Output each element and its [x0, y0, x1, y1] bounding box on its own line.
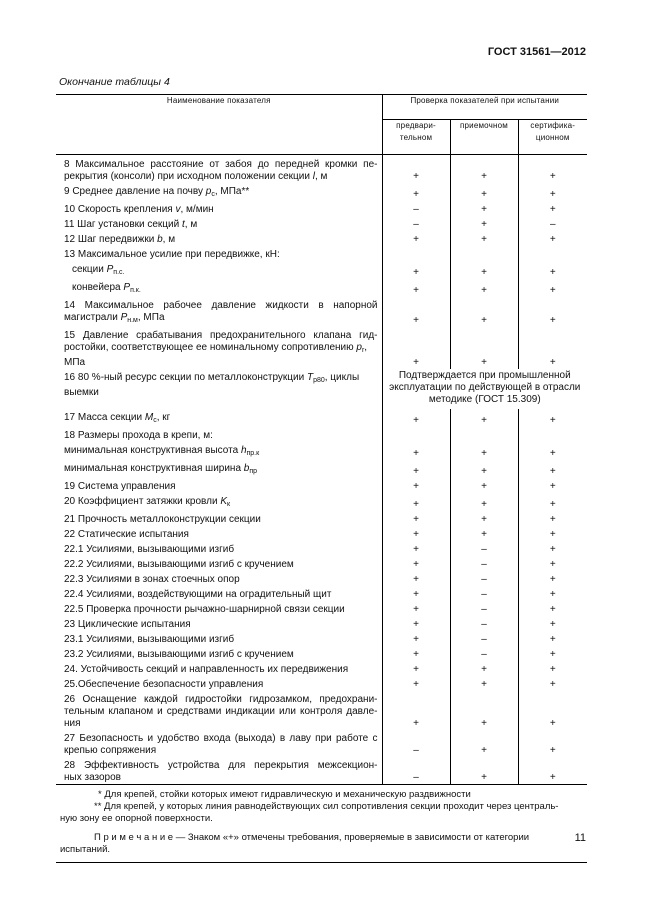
symbol-subscript: пр	[249, 468, 258, 475]
table-row	[56, 526, 587, 541]
acceptance-cell: +	[450, 155, 518, 184]
table-row	[56, 409, 587, 427]
certification-cell: +	[549, 544, 556, 555]
column-header-preliminary: предвари- тельном	[382, 120, 450, 155]
indicator-line: минимальная конструктивная ширина $b_{пр}$	[64, 463, 258, 475]
acceptance-cell: +	[450, 279, 518, 297]
table-row	[56, 511, 587, 526]
acceptance-cell: –	[450, 586, 518, 601]
preliminary-cell: –	[382, 730, 450, 757]
acceptance-cell	[450, 427, 518, 442]
preliminary-cell: +	[382, 601, 450, 616]
indicator-name	[56, 478, 382, 493]
indicator-name	[56, 183, 382, 201]
preliminary-cell: +	[382, 526, 450, 541]
indicator-line: 18 Размеры прохода в крепи, м:	[64, 430, 213, 441]
acceptance-cell: +	[450, 460, 518, 478]
indicator-line: 27 Безопасность и удобство входа (выхода) в лаву при работе с	[64, 733, 378, 744]
preliminary-cell: –	[382, 757, 450, 785]
table-note-cont: испытаний.	[60, 844, 111, 855]
indicator-line: 16 80 %-ный ресурс секции по металлоконструкции $T_{р80}$, циклы	[64, 372, 360, 384]
indicator-name	[56, 511, 382, 526]
table-footnotes	[56, 785, 587, 863]
indicator-name	[56, 427, 382, 442]
symbol: b	[157, 234, 163, 245]
indicator-line: МПа	[64, 357, 86, 368]
indicator-name	[56, 661, 382, 676]
acceptance-cell: +	[450, 261, 518, 279]
footnote-2-cont: ную зону ее опорной поверхности.	[60, 813, 213, 824]
indicator-name	[56, 460, 382, 478]
table-row	[56, 571, 587, 586]
indicator-line: крепью сопряжения	[64, 745, 157, 756]
table-row	[56, 691, 587, 730]
certification-cell: +	[549, 745, 556, 756]
table-row	[56, 478, 587, 493]
acceptance-cell: +	[450, 757, 518, 785]
indicators-table	[56, 94, 587, 863]
certification-cell: +	[549, 499, 556, 510]
acceptance-cell: +	[450, 327, 518, 369]
acceptance-cell: –	[450, 616, 518, 631]
symbol: P	[123, 282, 131, 293]
acceptance-cell: –	[450, 571, 518, 586]
table-row	[56, 493, 587, 511]
table-row	[56, 757, 587, 785]
acceptance-cell: +	[450, 478, 518, 493]
indicator-line: 25.Обеспечение безопасности управления	[64, 679, 264, 690]
indicator-line: 22.2 Усилиями, вызывающими изгиб с кручением	[64, 559, 294, 570]
symbol: t	[181, 219, 185, 230]
acceptance-cell: +	[450, 511, 518, 526]
indicator-line: 11 Шаг установки секций t, м	[64, 219, 198, 230]
indicator-line: рекрытия (консоли) при исходном положении секции l, м	[64, 171, 328, 182]
preliminary-cell: +	[382, 586, 450, 601]
table-row	[56, 586, 587, 601]
table-row	[56, 297, 587, 327]
symbol-subscript: р80	[313, 377, 325, 384]
symbol: v	[175, 204, 181, 215]
certification-cell: +	[549, 466, 556, 477]
indicator-line: 23.1 Усилиями, вызывающими изгиб	[64, 634, 235, 645]
table-row	[56, 442, 587, 460]
symbol: K	[220, 496, 227, 507]
indicator-line: магистрали $P_{н.м}$, МПа	[64, 312, 165, 324]
preliminary-cell: +	[382, 231, 450, 246]
acceptance-cell: –	[450, 631, 518, 646]
table-row	[56, 556, 587, 571]
preliminary-cell: +	[382, 661, 450, 676]
indicator-name	[56, 541, 382, 556]
indicator-line: 15 Давление срабатывания предохранительного клапана гид-	[64, 330, 378, 341]
certification-cell: +	[549, 171, 556, 182]
indicator-line: 23.2 Усилиями, вызывающими изгиб с кручением	[64, 649, 294, 660]
preliminary-cell: +	[382, 478, 450, 493]
indicator-name	[56, 730, 382, 757]
indicator-line: тельным клапаном и средствами индикации или контроля давле-	[64, 706, 378, 717]
acceptance-cell: –	[450, 556, 518, 571]
certification-cell: +	[549, 481, 556, 492]
indicator-line: 10 Скорость крепления v, м/мин	[64, 204, 214, 215]
page-number: 11	[574, 832, 586, 844]
table-row	[56, 246, 587, 261]
indicator-name	[56, 369, 382, 409]
certification-cell: +	[549, 634, 556, 645]
table-row	[56, 279, 587, 297]
certification-cell	[518, 427, 587, 442]
acceptance-cell: +	[450, 183, 518, 201]
indicator-name	[56, 246, 382, 261]
indicator-name	[56, 231, 382, 246]
symbol: l	[312, 171, 315, 182]
preliminary-cell: +	[382, 155, 450, 184]
symbol: p	[205, 186, 212, 197]
preliminary-cell: –	[382, 216, 450, 231]
indicator-line: 19 Система управления	[64, 481, 176, 492]
indicator-line: секции $P_{п.с.}$	[72, 264, 125, 276]
indicator-name	[56, 493, 382, 511]
document-number: ГОСТ 31561—2012	[487, 46, 586, 58]
symbol: h	[240, 445, 247, 456]
preliminary-cell	[382, 246, 450, 261]
certification-cell: +	[549, 415, 556, 426]
indicator-name	[56, 526, 382, 541]
indicator-line: 22.5 Проверка прочности рычажно-шарнирной связи секции	[64, 604, 345, 615]
indicator-line: 22.1 Усилиями, вызывающими изгиб	[64, 544, 235, 555]
preliminary-cell: +	[382, 442, 450, 460]
preliminary-cell: +	[382, 261, 450, 279]
table-row	[56, 730, 587, 757]
merged-result-cell: Подтверждается при промышленной эксплуатации по действующей в отрасли методике (ГОСТ 15.309)	[389, 370, 581, 405]
certification-cell: +	[549, 664, 556, 675]
symbol: p	[356, 342, 362, 353]
certification-cell: +	[549, 357, 556, 368]
indicator-name	[56, 155, 382, 184]
preliminary-cell: +	[382, 556, 450, 571]
indicator-line: 22.4 Усилиями, воздействующими на оградительный щит	[64, 589, 332, 600]
acceptance-cell: –	[450, 646, 518, 661]
certification-cell: +	[549, 529, 556, 540]
indicator-name	[56, 757, 382, 785]
indicator-name	[56, 616, 382, 631]
table-row	[56, 201, 587, 216]
indicator-name	[56, 691, 382, 730]
preliminary-cell: +	[382, 279, 450, 297]
table-row	[56, 231, 587, 246]
acceptance-cell	[450, 246, 518, 261]
symbol-subscript: пр.к	[246, 450, 260, 457]
indicator-name	[56, 646, 382, 661]
symbol-subscript: к	[227, 501, 231, 508]
acceptance-cell: +	[450, 661, 518, 676]
table-row	[56, 327, 587, 369]
certification-cell: +	[549, 619, 556, 630]
certification-cell: +	[549, 285, 556, 296]
footnote-2: ** Для крепей, у которых линия равнодействующих сил сопротивления секции проходит через централь-	[94, 801, 559, 812]
preliminary-cell: +	[382, 460, 450, 478]
certification-cell	[518, 246, 587, 261]
symbol-subscript: c	[211, 191, 215, 198]
column-header-certification: сертифика- ционном	[518, 120, 587, 155]
table-row	[56, 155, 587, 184]
symbol: b	[243, 463, 250, 474]
column-header-acceptance: приемочном	[450, 120, 518, 155]
symbol: P	[120, 312, 128, 323]
indicator-line: ростойки, соответствующее ее номинальному сопротивлению $p_r$,	[64, 342, 368, 354]
indicator-line: ния	[64, 718, 81, 729]
preliminary-cell: +	[382, 631, 450, 646]
certification-cell: +	[549, 189, 556, 200]
indicator-name	[56, 279, 382, 297]
certification-cell: +	[549, 514, 556, 525]
indicator-line: 26 Оснащение каждой гидростойки гидрозамком, предохрани-	[64, 694, 378, 705]
indicator-name	[56, 216, 382, 231]
table-row	[56, 676, 587, 691]
preliminary-cell: +	[382, 616, 450, 631]
table-row	[56, 460, 587, 478]
footnote-1: * Для крепей, стойки которых имеют гидравлическую и механическую раздвижности	[98, 789, 471, 800]
acceptance-cell: +	[450, 676, 518, 691]
preliminary-cell: +	[382, 493, 450, 511]
table-row	[56, 646, 587, 661]
indicator-name	[56, 261, 382, 279]
table-row	[56, 661, 587, 676]
certification-cell: +	[549, 204, 556, 215]
acceptance-cell: –	[450, 601, 518, 616]
indicator-line: 23 Циклические испытания	[64, 619, 191, 630]
preliminary-cell: +	[382, 183, 450, 201]
indicator-line: ных зазоров	[64, 772, 121, 783]
table-row	[56, 616, 587, 631]
table-row	[56, 427, 587, 442]
certification-cell: +	[549, 574, 556, 585]
certification-cell: +	[549, 649, 556, 660]
indicator-name	[56, 676, 382, 691]
certification-cell: +	[549, 448, 556, 459]
certification-cell: +	[549, 772, 556, 783]
indicator-name	[56, 409, 382, 427]
certification-cell: +	[549, 679, 556, 690]
symbol-subscript: r	[361, 347, 365, 354]
table-row	[56, 216, 587, 231]
indicator-line: конвейера $P_{п.к.}$	[72, 282, 141, 294]
acceptance-cell: +	[450, 493, 518, 511]
certification-cell: +	[549, 589, 556, 600]
indicator-line: 22 Статические испытания	[64, 529, 189, 540]
certification-cell: +	[549, 559, 556, 570]
table-row	[56, 601, 587, 616]
indicator-line: минимальная конструктивная высота $h_{пр.к}$	[64, 445, 260, 457]
symbol: T	[306, 372, 314, 383]
indicator-name	[56, 571, 382, 586]
acceptance-cell: –	[450, 541, 518, 556]
certification-cell: +	[549, 234, 556, 245]
indicator-name	[56, 601, 382, 616]
indicator-line: 9 Среднее давление на почву $p_c$, МПа**	[64, 186, 250, 198]
symbol-subscript: п.к.	[130, 287, 141, 294]
indicator-name	[56, 201, 382, 216]
certification-cell: –	[549, 219, 556, 230]
preliminary-cell: +	[382, 409, 450, 427]
indicator-name	[56, 442, 382, 460]
column-header-name: Наименование показателя	[56, 95, 382, 155]
preliminary-cell: –	[382, 201, 450, 216]
indicator-name	[56, 586, 382, 601]
preliminary-cell: +	[382, 676, 450, 691]
acceptance-cell: +	[450, 201, 518, 216]
preliminary-cell	[382, 427, 450, 442]
symbol-subscript: c	[153, 417, 157, 424]
indicator-line: 28 Эффективность устройства для перекрытия межсекцион-	[64, 760, 378, 771]
preliminary-cell: +	[382, 327, 450, 369]
table-note: П р и м е ч а н и е — Знаком «+» отмечены требования, проверяемые в зависимости от категории	[94, 832, 530, 843]
indicator-line: 13 Максимальное усилие при передвижке, кН:	[64, 249, 280, 260]
acceptance-cell: +	[450, 442, 518, 460]
column-header-group: Проверка показателей при испытании	[382, 95, 587, 120]
table-caption: Окончание таблицы 4	[59, 76, 170, 88]
preliminary-cell: +	[382, 541, 450, 556]
indicator-line: 17 Масса секции $M_c$, кг	[64, 412, 171, 424]
preliminary-cell: +	[382, 571, 450, 586]
certification-cell: +	[549, 267, 556, 278]
indicator-line: 8 Максимальное расстояние от забоя до передней кромки пе-	[64, 159, 378, 170]
preliminary-cell: +	[382, 691, 450, 730]
indicator-name	[56, 631, 382, 646]
table-row	[56, 631, 587, 646]
indicator-line: 20 Коэффициент затяжки кровли $K_к$	[64, 496, 231, 508]
certification-cell: +	[549, 718, 556, 729]
certification-cell: +	[549, 604, 556, 615]
acceptance-cell: +	[450, 231, 518, 246]
acceptance-cell: +	[450, 730, 518, 757]
preliminary-cell: +	[382, 297, 450, 327]
acceptance-cell: +	[450, 526, 518, 541]
preliminary-cell: +	[382, 646, 450, 661]
table-row	[56, 369, 587, 409]
acceptance-cell: +	[450, 297, 518, 327]
indicator-line: 12 Шаг передвижки b, м	[64, 234, 176, 245]
indicator-name	[56, 556, 382, 571]
table-row	[56, 541, 587, 556]
acceptance-cell: +	[450, 409, 518, 427]
preliminary-cell: +	[382, 511, 450, 526]
symbol: M	[144, 412, 154, 423]
symbol-subscript: н.м	[127, 317, 138, 324]
indicator-line: 24. Устойчивость секций и направленность их передвижения	[64, 664, 349, 675]
indicator-line: выемки	[64, 387, 99, 398]
indicator-line: 21 Прочность металлоконструкции секции	[64, 514, 261, 525]
indicator-line: 14 Максимальное рабочее давление жидкости в напорной	[64, 300, 378, 311]
acceptance-cell: +	[450, 216, 518, 231]
table-row	[56, 261, 587, 279]
indicator-line: 22.3 Усилиями в зонах стоечных опор	[64, 574, 240, 585]
acceptance-cell: +	[450, 691, 518, 730]
indicator-name	[56, 327, 382, 369]
symbol-subscript: п.с.	[113, 269, 125, 276]
certification-cell: +	[549, 315, 556, 326]
table-row	[56, 183, 587, 201]
symbol: P	[106, 264, 114, 275]
indicator-name	[56, 297, 382, 327]
